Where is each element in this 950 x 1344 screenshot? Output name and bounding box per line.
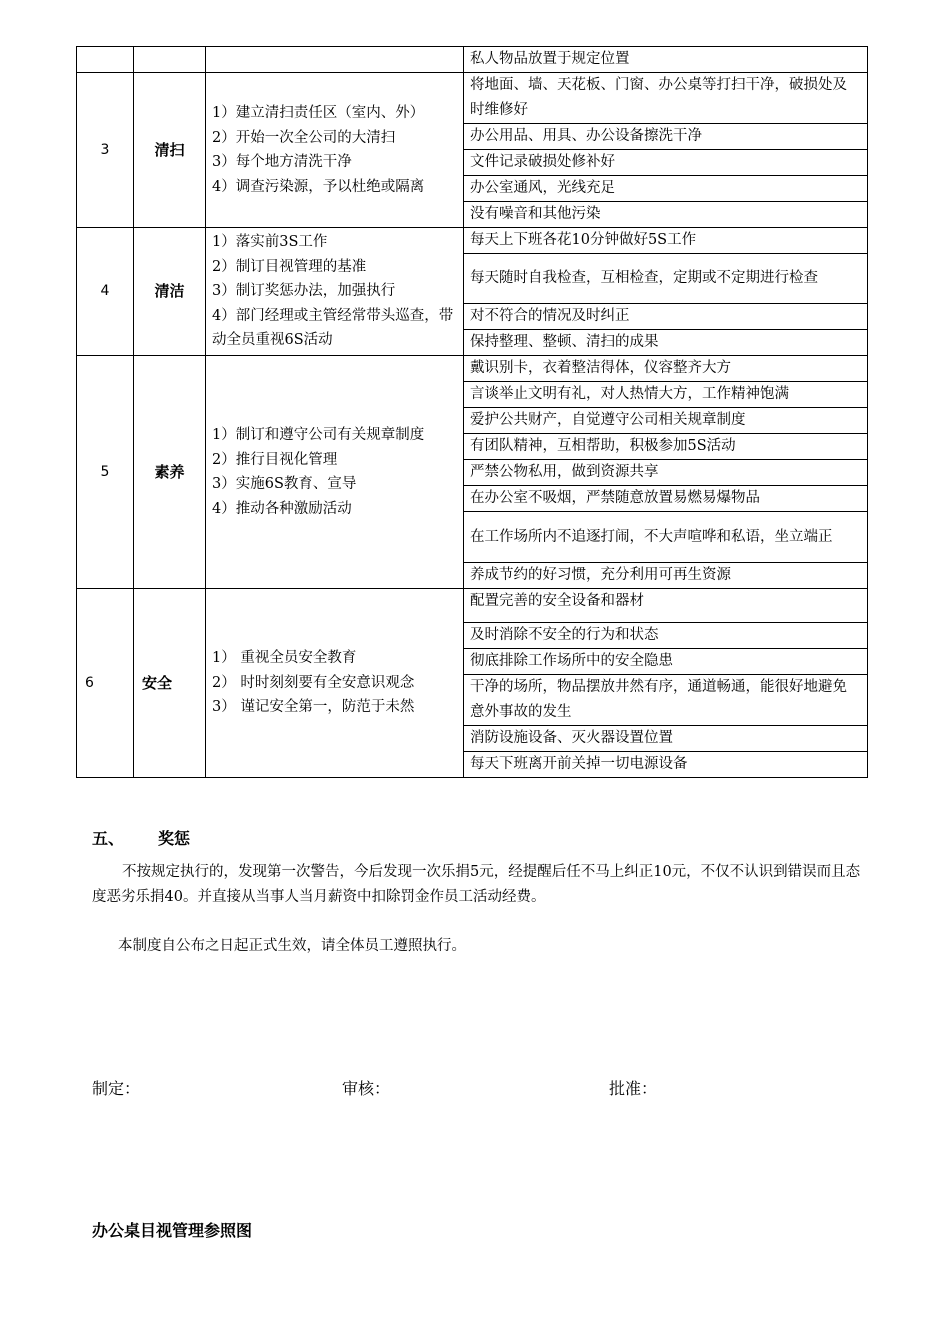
penalty-paragraph: 不按规定执行的，发现第一次警告，今后发现一次乐捐5元，经提醒后任不马上纠正10元，不仅不认识到错误而且态度恶劣乐捐40。并直接从当事人当月薪资中扣除罚金作员工活动经费。 [92,864,861,905]
standard-item: 对不符合的情况及时纠正 [464,304,868,330]
approved-by-label: 批准： [609,1079,658,1098]
standard-item: 每天随时自我检查，互相检查，定期或不定期进行检查 [464,254,868,304]
table-row [77,73,868,124]
standard-item: 及时消除不安全的行为和状态 [464,623,868,649]
standard-item: 没有噪音和其他污染 [464,202,868,228]
num-cell [77,47,134,73]
standard-item: 严禁公物私用，做到资源共享 [464,460,868,486]
table-row [77,228,868,254]
row-number: 5 [77,356,134,589]
standard-item: 配置完善的安全设备和器材 [464,589,868,623]
made-by-label: 制定： [92,1079,141,1098]
activity-item: 3）每个地方清洗干净 [212,154,352,170]
table-row [77,356,868,382]
standard-item: 消防设施设备、灭火器设置位置 [464,726,868,752]
six-s-table [76,46,868,778]
activities-cell [206,228,464,356]
row-number: 4 [77,228,134,356]
standard-item: 办公用品、用具、办公设备擦洗干净 [464,124,868,150]
activity-item: 4）推动各种激励活动 [212,500,352,517]
activities-cell [206,73,464,228]
section-heading [92,826,190,849]
activity-item: 1） 重视全员安全教育 [212,650,357,667]
activity-item: 4）部门经理或主管经常带头巡查，带动全员重视6S活动 [212,307,454,349]
standard-item: 有团队精神，互相帮助，积极参加5S活动 [464,434,868,460]
standard-item: 保持整理、整顿、清扫的成果 [464,330,868,356]
activity-item: 4）调查污染源，予以杜绝或隔离 [212,178,425,195]
activity-item: 3）制订奖惩办法，加强执行 [212,283,396,300]
activity-item: 1）落实前3S工作 [212,234,328,251]
activity-item: 2）开始一次全公司的大清扫 [212,129,396,146]
section-number: 五、 [92,829,125,848]
standard-item: 言谈举止文明有礼，对人热情大方，工作精神饱满 [464,382,868,408]
activity-item: 1）制订和遵守公司有关规章制度 [212,427,425,443]
table-row [77,589,868,623]
row-number: 3 [77,73,134,228]
std-cell: 私人物品放置于规定位置 [464,47,868,73]
category-name: 清洁 [134,228,206,356]
activity-item: 3）实施6S教育、宣导 [212,476,357,492]
standard-item: 文件记录破损处修补好 [464,150,868,176]
reference-figure-title: 办公桌目视管理参照图 [92,1221,253,1240]
standard-item: 爱护公共财产，自觉遵守公司相关规章制度 [464,408,868,434]
cat-cell [134,47,206,73]
standard-item: 在工作场所内不追逐打闹，不大声喧哗和私语，坐立端正 [464,512,868,563]
activity-item: 2）制订目视管理的基准 [212,258,367,275]
effective-paragraph: 本制度自公布之日起正式生效，请全体员工遵照执行。 [118,938,466,954]
standard-item: 彻底排除工作场所中的安全隐患 [464,649,868,675]
table-row [77,47,868,73]
category-name: 安全 [134,589,206,778]
reviewed-by-label: 审核： [342,1079,391,1098]
activities-cell [206,356,464,589]
section-title: 奖惩 [158,829,191,848]
activity-item: 2）推行目视化管理 [212,451,338,468]
category-name: 素养 [134,356,206,589]
standard-item: 每天下班离开前关掉一切电源设备 [464,752,868,778]
activity-item: 3） 谨记安全第一，防范于未然 [212,699,415,716]
category-name: 清扫 [134,73,206,228]
standard-item: 养成节约的好习惯，充分利用可再生资源 [464,563,868,589]
row-number: 6 [77,589,134,778]
acts-cell [206,47,464,73]
standard-item: 办公室通风，光线充足 [464,176,868,202]
standard-item: 在办公室不吸烟，严禁随意放置易燃易爆物品 [464,486,868,512]
activity-item: 1）建立清扫责任区（室内、外） [212,105,425,121]
activities-cell [206,589,464,778]
standard-item: 戴识别卡，衣着整洁得体，仪容整齐大方 [464,356,868,382]
standard-item: 每天上下班各花10分钟做好5S工作 [464,228,868,254]
activity-item: 2） 时时刻刻要有全安意识观念 [212,674,415,691]
standard-item: 干净的场所，物品摆放井然有序，通道畅通，能很好地避免意外事故的发生 [464,675,868,726]
standard-item: 将地面、墙、天花板、门窗、办公桌等打扫干净，破损处及时维修好 [464,73,868,124]
